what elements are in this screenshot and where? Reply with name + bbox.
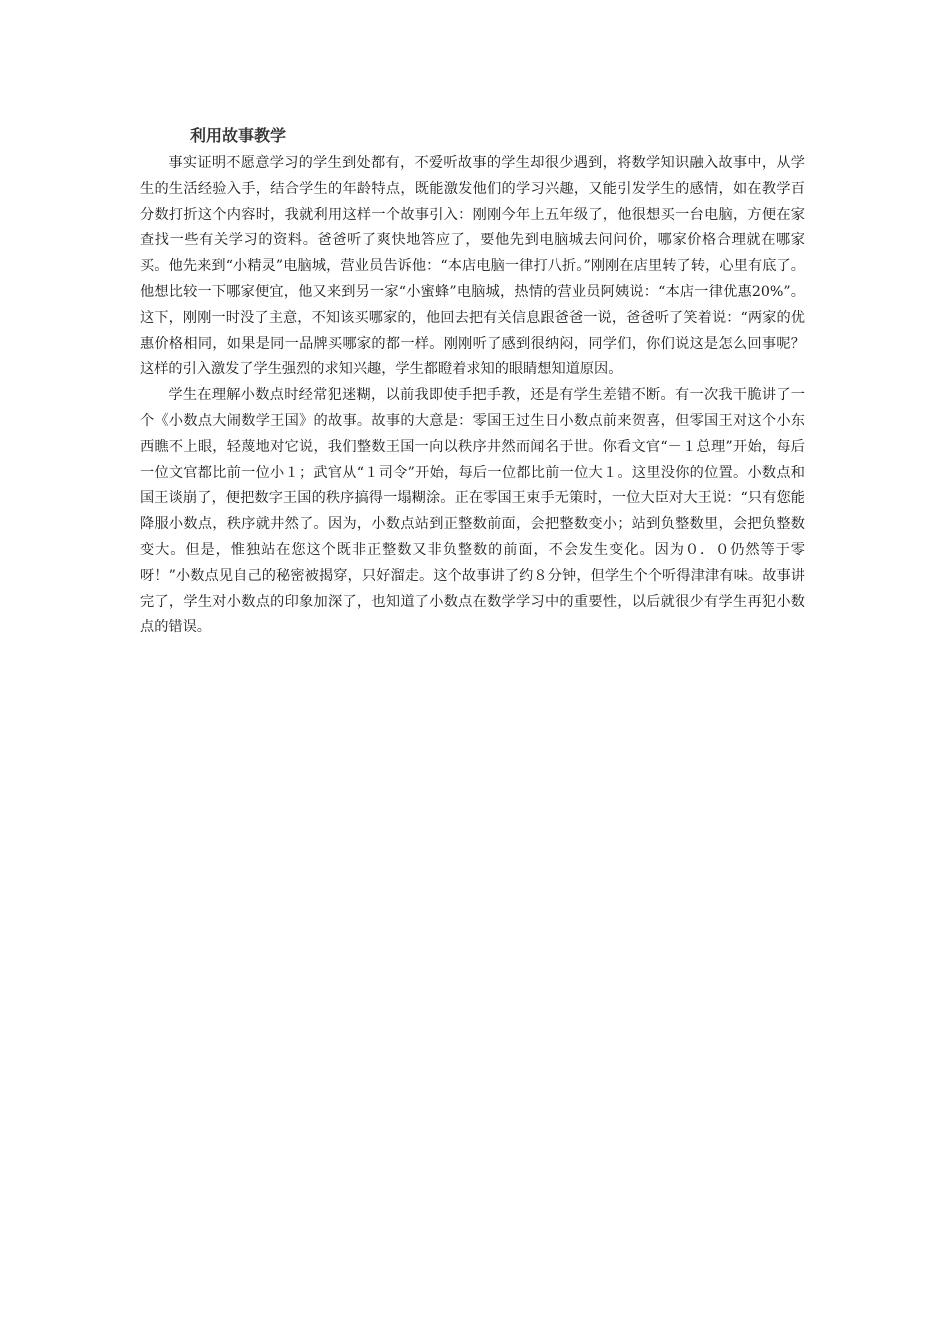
document-body xyxy=(140,151,805,641)
document-title: 利用故事教学 xyxy=(190,126,287,145)
paragraph-discount-story: 事实证明不愿意学习的学生到处都有，不爱听故事的学生却很少遇到，将数学知识融入故事中，从学生的生活经验入手，结合学生的年龄特点，既能激发他们的学习兴趣，又能引发学生的感情，如在教学百分数打折这个内容时，我就利用这样一个故事引入：刚刚今年上五年级了，他很想买一台电脑，方便在家查找一些有关学习的资料。爸爸听了爽快地答应了，要他先到电脑城去问问价，哪家价格合理就在哪家买。他先来到“小精灵”电脑城，营业员告诉他：“本店电脑一律打八折。”刚刚在店里转了转，心里有底了。他想比较一下哪家便宜，他又来到另一家“小蜜蜂”电脑城，热情的营业员阿姨说：“本店一律优惠20%”。这下，刚刚一时没了主意，不知该买哪家的，他回去把有关信息跟爸爸一说，爸爸听了笑着说：“两家的优惠价格相同，如果是同一品牌买哪家的都一样。刚刚听了感到很纳闷，同学们，你们说这是怎么回事呢？这样的引入激发了学生强烈的求知兴趣，学生都瞪着求知的眼睛想知道原因。 xyxy=(140,155,805,378)
paragraph-decimal-point-story: 学生在理解小数点时经常犯迷糊，以前我即使手把手教，还是有学生差错不断。有一次我干脆讲了一个《小数点大闹数学王国》的故事。故事的大意是：零国王过生日小数点前来贺喜，但零国王对这个小东西瞧不上眼，轻蔑地对它说，我们整数王国一向以秩序井然而闻名于世。你看文官“－１总理”开始，每后一位文官都比前一位小１；武官从“１司令”开始，每后一位都比前一位大１。这里没你的位置。小数点和国王谈崩了，便把数字王国的秩序搞得一塌糊涂。正在零国王束手无策时，一位大臣对大王说：“只有您能降服小数点，秩序就井然了。因为，小数点站到正整数前面，会把整数变小；站到负整数里，会把负整数变大。但是，惟独站在您这个既非正整数又非负整数的前面，不会发生变化。因为０．０仍然等于零呀！”小数点见自己的秘密被揭穿，只好溜走。这个故事讲了约８分钟，但学生个个听得津津有味。故事讲完了，学生对小数点的印象加深了，也知道了小数点在数学学习中的重要性，以后就很少有学生再犯小数点的错误。 xyxy=(140,387,805,636)
